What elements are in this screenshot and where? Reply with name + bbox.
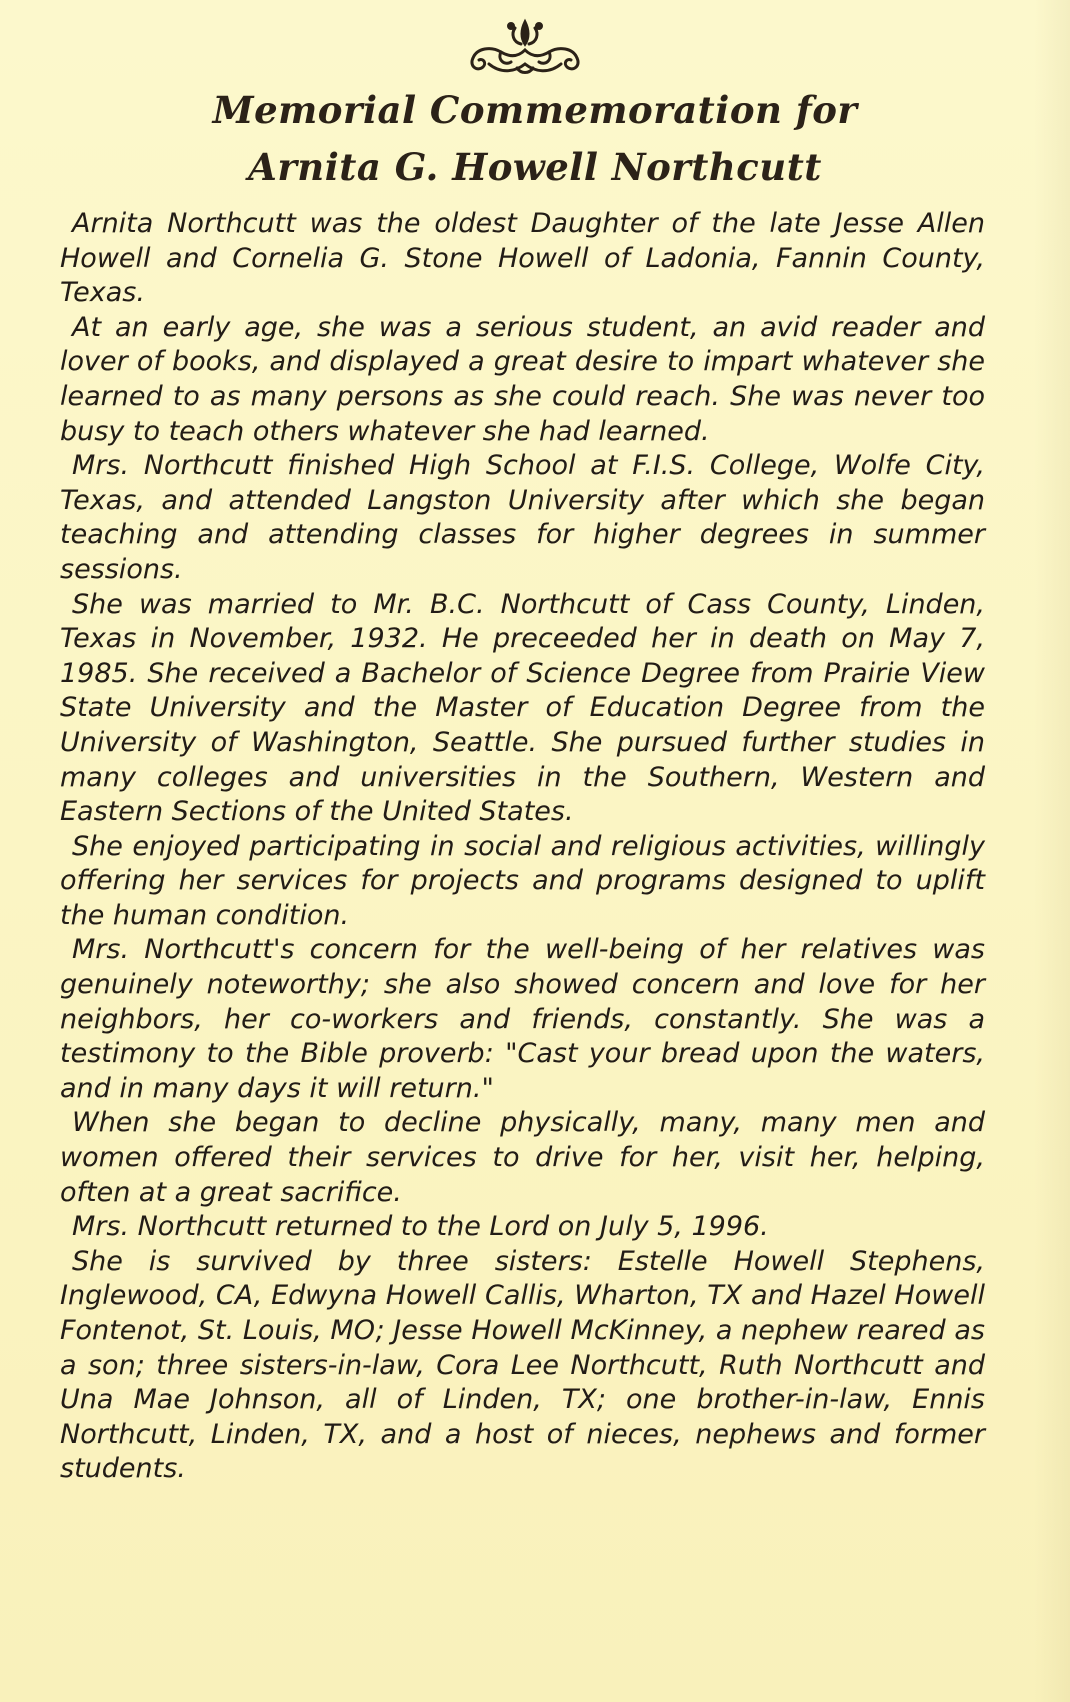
paragraph-schooling: Mrs. Northcutt finished High School at F.I.S. College, Wolfe City, Texas, and attended Langston University after which she began teaching and attending classes for higher degrees in summer sessions.: [60, 450, 985, 585]
paragraph-survivors: She is survived by three sisters: Estelle Howell Stephens, Inglewood, CA, Edwyna Howell Callis, Wharton, TX and Hazel Howell Fontenot, St. Louis, MO; Jesse Howell McKinney, a nephew reared as a son; three sisters-in-law, Cora Lee Northcutt, Ruth Northcutt and Una Mae Johnson, all of Linden, TX; one brother-in-law, Ennis Northcutt, Linden, TX, and a host of nieces, nephews and former students.: [60, 1245, 985, 1485]
title-line-2: Arnita G. Howell Northcutt: [248, 145, 822, 189]
memorial-body: [60, 207, 985, 1487]
paragraph-activities: She enjoyed participating in social and religious activities, willingly offering her services for projects and programs designed to uplift the human condition.: [60, 830, 985, 931]
paragraph-passing: Mrs. Northcutt returned to the Lord on July 5, 1996.: [72, 1211, 769, 1243]
paragraph-early-life: At an early age, she was a serious student, an avid reader and lover of books, and displayed a great desire to impart whatever she learned to as many persons as she could reach. She was never too busy to teach others whatever she had learned.: [60, 311, 985, 447]
paragraph-concern: Mrs. Northcutt's concern for the well-being of her relatives was genuinely noteworthy; she also showed concern and love for her neighbors, her co-workers and friends, constantly. She was a testimony to the Bible proverb: "Cast your bread upon the waters, and in many days it will return.": [60, 934, 985, 1104]
scroll-flourish-icon: [445, 12, 605, 82]
title-line-1: Memorial Commemoration for: [212, 88, 858, 132]
paragraph-decline: When she began to decline physically, many, many men and women offered their services to drive for her, visit her, helping, often at a great sacrifice.: [60, 1107, 985, 1208]
paragraph-parentage: Arnita Northcutt was the oldest Daughter of the late Jesse Allen Howell and Cornelia G. Stone Howell of Ladonia, Fannin County, Texas.: [60, 208, 985, 309]
paragraph-marriage-degrees: She was married to Mr. B.C. Northcutt of Cass County, Linden, Texas in November, 1932. He preceeded her in death on May 7, 1985. She received a Bachelor of Science Degree from Prairie View State University and the Master of Education Degree from the University of Washington, Seattle. She pursued further studies in many colleges and universities in the Southern, Western and Eastern Sections of the United States.: [60, 588, 985, 828]
